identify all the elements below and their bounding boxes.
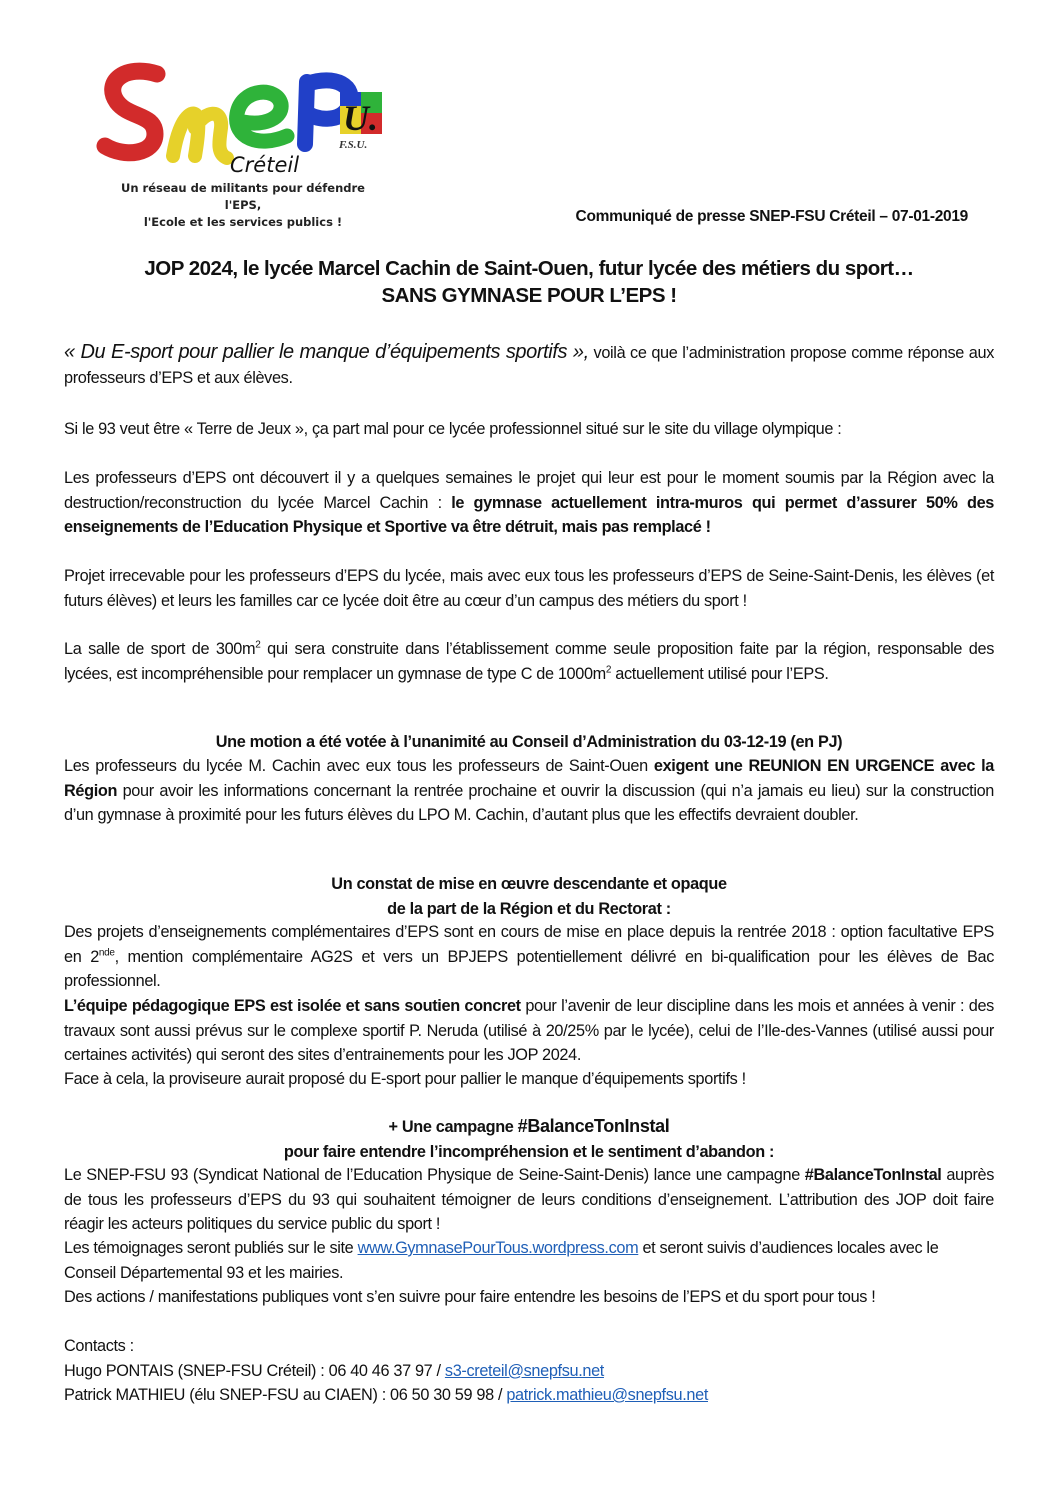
motion-paragraph bbox=[64, 754, 994, 828]
gymnase-pour-tous-link[interactable]: www.GymnasePourTous.wordpress.com bbox=[357, 1239, 639, 1257]
constat-heading-2: de la part de la Région et du Rectorat : bbox=[387, 899, 671, 918]
contact-patrick-text: Patrick MATHIEU (élu SNEP-FSU au CIAEN) : 06 50 30 59 98 / bbox=[64, 1386, 507, 1404]
paragraph-terre-de-jeux: Si le 93 veut être « Terre de Jeux », ça part mal pour ce lycée professionnel situé sur le site du village olympique : bbox=[64, 420, 842, 438]
salle-sup-1: 2 bbox=[255, 639, 261, 651]
campagne-p2a: Les témoignages seront publiés sur le site bbox=[64, 1239, 358, 1257]
paragraph-salle bbox=[64, 637, 994, 686]
constat-heading bbox=[64, 872, 994, 921]
constat-p1-sup: nde bbox=[98, 947, 115, 959]
constat-p1a: Des projets d’enseignements complémentaires d’EPS sont en cours de mise en place depuis la rentrée 2018 : option facultative EPS en 2 bbox=[64, 923, 994, 966]
intro-text: voilà ce que l’administration propose comme réponse aux professeurs d’EPS et aux élèves. bbox=[64, 344, 994, 387]
campagne-heading-1a: + Une campagne bbox=[388, 1118, 518, 1136]
campagne-p1-hashtag: #BalanceTonInstal bbox=[804, 1166, 942, 1184]
motion-text-b: pour avoir les informations concernant la rentrée prochaine et ouvrir la discussion (qui n’a jamais eu lieu) sur la construction d’un gymnase à proximité pour les futurs élèves du LPO M. Cachin, d’autant plus que les effectifs devraient doubler. bbox=[64, 781, 994, 824]
salle-sup-2: 2 bbox=[605, 664, 612, 676]
paragraph-projet: Projet irrecevable pour les professeurs d’EPS du lycée, mais avec eux tous les professeurs d’EPS de Seine-Saint-Denis, les élèves (et futurs élèves) et leurs les familles car ce lycée doit être au cœur d’un campus des métiers du sport ! bbox=[64, 567, 994, 610]
title-line-2: SANS GYMNASE POUR L’EPS ! bbox=[381, 284, 677, 307]
campagne-paragraph-2 bbox=[64, 1236, 994, 1285]
contacts-label: Contacts : bbox=[64, 1337, 134, 1355]
campagne-paragraph-3: Des actions / manifestations publiques vont s’en suivre pour faire entendre les besoins de l’EPS et du sport pour tous ! bbox=[64, 1288, 876, 1306]
logo-tagline bbox=[113, 180, 373, 231]
campagne-hashtag: #BalanceTonInstal bbox=[517, 1116, 670, 1136]
document-title bbox=[64, 255, 994, 309]
constat-p2: pour l’avenir de leur discipline dans les mois et années à venir : des travaux sont aussi prévus sur le complexe sportif P. Neruda (utilisé à 20/25% par le lycée), celui de l’Ile-des-Vannes (utilisé aussi pour certaines activités) qui seront des sites d’entrainements pour les JOP 2024. bbox=[64, 997, 994, 1064]
campagne-paragraph-1 bbox=[64, 1163, 994, 1237]
decouverte-bold: le gymnase actuellement intra-muros qui permet d’assurer 50% des enseignements de l’Education Physique et Sportive va être détruit, mais pas remplacé ! bbox=[64, 493, 994, 536]
campagne-heading bbox=[64, 1114, 994, 1164]
motion-heading bbox=[64, 730, 994, 755]
constat-paragraph-1 bbox=[64, 920, 994, 994]
salle-text-b: qui sera construite dans l’établissement comme seule proposition faite par la région, responsable des lycées, est incompréhensible pour remplacer un gymnase de type C de 1000m bbox=[64, 640, 994, 683]
contact-hugo bbox=[64, 1359, 994, 1384]
constat-paragraph-3: Face à cela, la proviseure aurait proposé du E-sport pour pallier le manque d’équipements sportifs ! bbox=[64, 1070, 746, 1088]
contact-hugo-email[interactable]: s3-creteil@snepfsu.net bbox=[444, 1361, 604, 1380]
intro-quote: « Du E-sport pour pallier le manque d’équipements sportifs », bbox=[64, 341, 589, 363]
motion-bold: exigent une REUNION EN URGENCE avec la Région bbox=[64, 757, 994, 800]
tagline-line-1: Un réseau de militants pour défendre l'EPS, bbox=[121, 181, 365, 212]
title-line-1: JOP 2024, le lycée Marcel Cachin de Saint-Ouen, futur lycée des métiers du sport… bbox=[144, 257, 914, 280]
constat-paragraph-2 bbox=[64, 994, 994, 1068]
constat-p2-bold: L’équipe pédagogique EPS est isolée et sans soutien concret bbox=[64, 997, 521, 1015]
campagne-p2b: et seront suivis d’audiences locales avec le Conseil Départemental 93 et les mairies. bbox=[64, 1239, 939, 1282]
decouverte-text: Les professeurs d’EPS ont découvert il y a quelques semaines le projet qui leur est pour le moment soumis par la Région avec la destruction/reconstruction du lycée Marcel Cachin : bbox=[64, 469, 994, 512]
contacts-block bbox=[64, 1334, 994, 1408]
motion-text-a: Les professeurs du lycée M. Cachin avec eux tous les professeurs de Saint-Ouen bbox=[64, 757, 654, 775]
paragraph-decouverte bbox=[64, 466, 994, 540]
press-release-label: Communiqué de presse SNEP-FSU Créteil – 07-01-2019 bbox=[575, 208, 968, 225]
salle-text-a: La salle de sport de 300m bbox=[64, 640, 256, 658]
campagne-p1b: auprès de tous les professeurs d’EPS du 93 qui souhaitent témoigner de leurs conditions d’enseignement. L’attribution des JOP doit faire réagir les acteurs politiques du service public du sport ! bbox=[64, 1166, 995, 1233]
contact-hugo-text: Hugo PONTAIS (SNEP-FSU Créteil) : 06 40 46 37 97 / bbox=[64, 1361, 445, 1380]
motion-heading-text: Une motion a été votée à l’unanimité au Conseil d’Administration du 03-12-19 (en PJ) bbox=[215, 733, 843, 751]
campagne-p1a: Le SNEP-FSU 93 (Syndicat National de l’Education Physique de Seine-Saint-Denis) lance une campagne bbox=[64, 1166, 805, 1184]
salle-text-c: actuellement utilisé pour l’EPS. bbox=[611, 664, 829, 683]
intro-paragraph bbox=[64, 340, 994, 390]
contact-patrick bbox=[64, 1383, 994, 1408]
fsu-label: F.S.U. bbox=[339, 139, 368, 151]
campagne-heading-2: pour faire entendre l’incompréhension et le sentiment d’abandon : bbox=[283, 1142, 775, 1161]
logo-city: Créteil bbox=[230, 153, 300, 177]
contact-patrick-email[interactable]: patrick.mathieu@snepfsu.net bbox=[506, 1386, 708, 1404]
constat-p1b: , mention complémentaire AG2S et vers un BPJEPS potentiellement délivré en bi-qualification pour les élèves de Bac professionnel. bbox=[64, 947, 994, 990]
constat-heading-1: Un constat de mise en œuvre descendante et opaque bbox=[331, 875, 727, 893]
union-letter: U. bbox=[343, 98, 378, 138]
tagline-line-2: l'Ecole et les services publics ! bbox=[143, 215, 343, 229]
